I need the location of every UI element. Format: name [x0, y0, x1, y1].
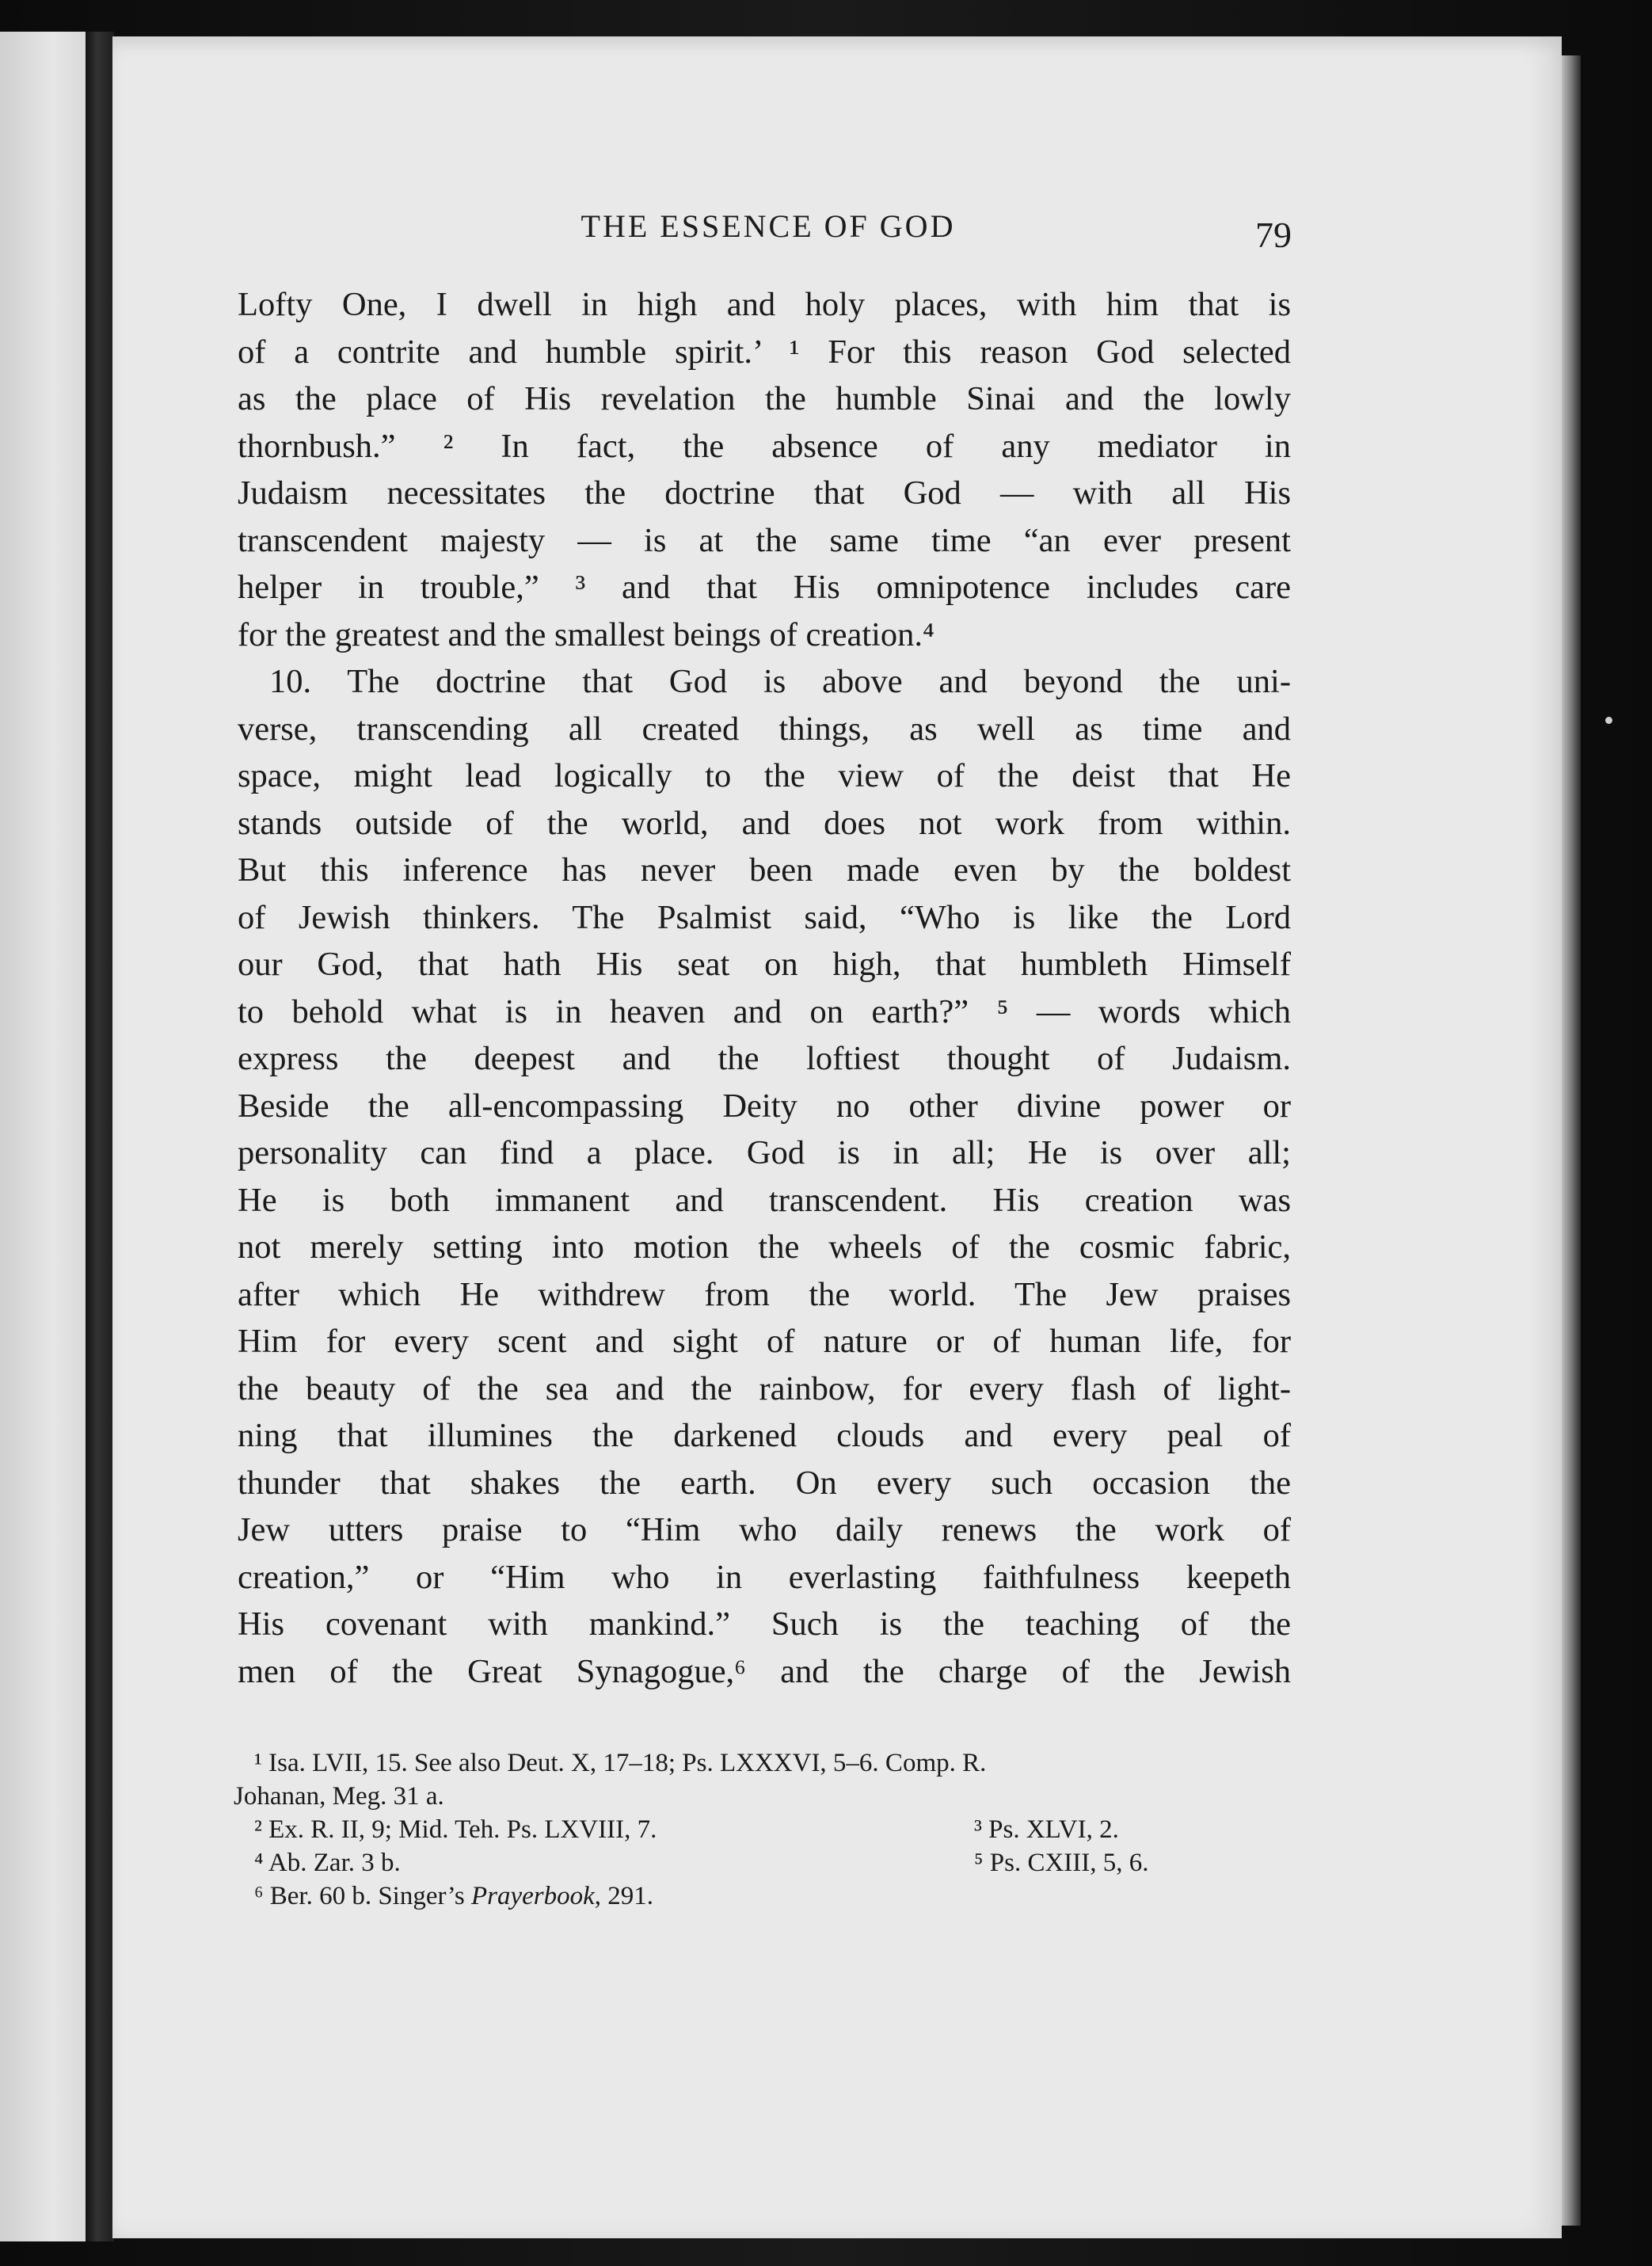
footnote-6-page: , 291. — [594, 1882, 654, 1910]
footnote-3: ³ Ps. XLVI, 2. — [974, 1815, 1119, 1844]
scan-speck — [1605, 717, 1612, 724]
text-line: as the place of His revelation the humble Sinai and the lowly — [238, 380, 1291, 417]
facing-page-edge — [0, 32, 89, 2241]
text-line: 10. The doctrine that God is above and beyond the uni- — [269, 663, 1291, 700]
footnote-2: ² Ex. R. II, 9; Mid. Teh. Ps. LXVIII, 7. — [254, 1815, 657, 1844]
text-line: men of the Great Synagogue,⁶ and the charge of the Jewish — [238, 1652, 1291, 1690]
text-line: not merely setting into motion the wheels of the cosmic fabric, — [238, 1228, 1291, 1266]
text-line: of Jewish thinkers. The Psalmist said, “Who is like the Lord — [238, 898, 1291, 936]
text-line: to behold what is in heaven and on earth?” ⁵ — words which — [238, 992, 1291, 1030]
text-line: Judaism necessitates the doctrine that God — with all His — [238, 474, 1291, 512]
footnote-6 — [234, 1879, 1279, 1913]
body-text — [238, 281, 1291, 1695]
text-line: Beside the all-encompassing Deity no other divine power or — [238, 1087, 1291, 1125]
text-line: stands outside of the world, and does not work from within. — [238, 804, 1291, 842]
text-line: He is both immanent and transcendent. His creation was — [238, 1181, 1291, 1219]
binding-gutter — [86, 32, 114, 2241]
text-line: His covenant with mankind.” Such is the teaching of the — [238, 1605, 1291, 1643]
footnote-1-continued: Johanan, Meg. 31 a. — [234, 1782, 444, 1811]
text-line: for the greatest and the smallest beings of creation.⁴ — [238, 615, 934, 653]
footnote-6-text: ⁶ Ber. 60 b. Singer’s — [254, 1882, 471, 1910]
text-line: creation,” or “Him who in everlasting faithfulness keepeth — [238, 1558, 1291, 1596]
text-line: ning that illumines the darkened clouds and every peal of — [238, 1417, 1291, 1454]
text-line: thunder that shakes the earth. On every such occasion the — [238, 1464, 1291, 1502]
text-line: Jew utters praise to “Him who daily renews the work of — [238, 1511, 1291, 1548]
running-head: THE ESSENCE OF GOD — [580, 208, 956, 244]
footnote-1: ¹ Isa. LVII, 15. See also Deut. X, 17–18; Ps. LXXXVI, 5–6. Comp. R. — [254, 1749, 987, 1777]
text-line: the beauty of the sea and the rainbow, for every flash of light- — [238, 1369, 1291, 1407]
text-line: transcendent majesty — is at the same time “an ever present — [238, 521, 1291, 559]
text-line: But this inference has never been made even by the boldest — [238, 851, 1291, 889]
text-line: our God, that hath His seat on high, that humbleth Himself — [238, 946, 1291, 983]
text-line: helper in trouble,” ³ and that His omnipotence includes care — [238, 569, 1291, 606]
text-line: after which He withdrew from the world. The Jew praises — [238, 1275, 1291, 1313]
footnote-row — [234, 1813, 1279, 1846]
text-line: verse, transcending all created things, as well as time and — [238, 710, 1291, 748]
text-line: personality can find a place. God is in all; He is over all; — [238, 1134, 1291, 1171]
text-line: Him for every scent and sight of nature or of human life, for — [238, 1323, 1291, 1360]
footnotes — [234, 1746, 1279, 1913]
text-line: of a contrite and humble spirit.’ ¹ For this reason God selected — [238, 333, 1291, 371]
footnote-4: ⁴ Ab. Zar. 3 b. — [254, 1849, 401, 1877]
page-number: 79 — [1255, 215, 1292, 255]
text-line: express the deepest and the loftiest thought of Judaism. — [238, 1040, 1291, 1077]
footnote-6-title: Prayerbook — [470, 1882, 595, 1910]
page-edge-shadow — [1562, 55, 1581, 2226]
text-line: Lofty One, I dwell in high and holy places, with him that is — [238, 286, 1291, 323]
text-line: space, might lead logically to the view of the deist that He — [238, 757, 1291, 794]
footnote-row — [234, 1846, 1279, 1879]
footnote-5: ⁵ Ps. CXIII, 5, 6. — [974, 1849, 1149, 1877]
text-line: thornbush.” ² In fact, the absence of any mediator in — [238, 427, 1291, 465]
